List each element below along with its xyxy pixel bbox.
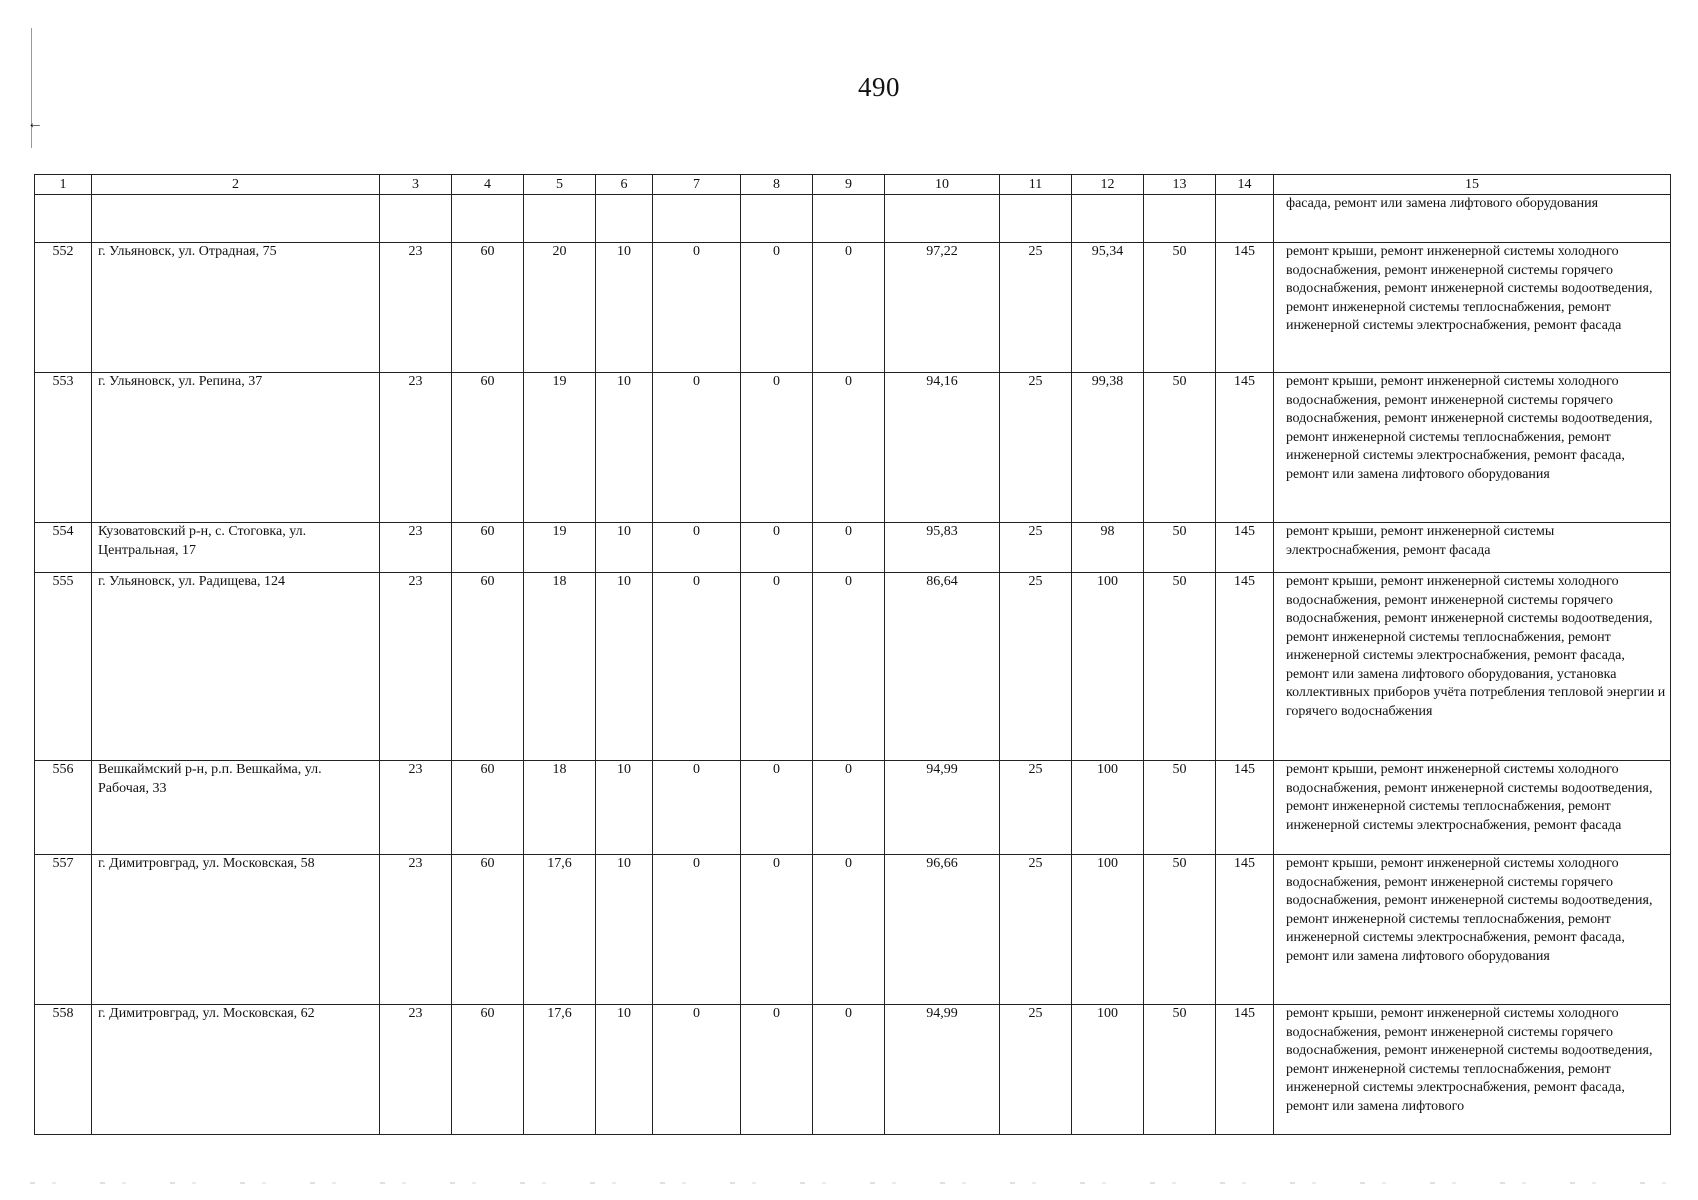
row-number-cell: 552	[35, 243, 92, 373]
row-number-cell	[35, 195, 92, 243]
value-cell: 0	[741, 1005, 813, 1135]
value-cell: 10	[596, 855, 653, 1005]
value-cell: 0	[813, 855, 885, 1005]
value-cell: 10	[596, 523, 653, 573]
value-cell: 25	[1000, 523, 1072, 573]
value-cell: 50	[1144, 573, 1216, 761]
column-header: 14	[1216, 175, 1274, 195]
value-cell	[653, 195, 741, 243]
value-cell: 10	[596, 243, 653, 373]
column-header: 6	[596, 175, 653, 195]
value-cell: 0	[741, 573, 813, 761]
value-cell: 50	[1144, 243, 1216, 373]
page-number: 490	[858, 72, 900, 102]
works-cell: ремонт крыши, ремонт инженерной системы холодного водоснабжения, ремонт инженерной системы горячего водоснабжения, ремонт инженерной системы водоотведения, ремонт инженерной системы теплоснабжения, ремонт инженерной системы электроснабжения, ремонт фасада	[1274, 243, 1671, 373]
row-number-cell: 553	[35, 373, 92, 523]
value-cell: 0	[741, 373, 813, 523]
value-cell: 0	[653, 243, 741, 373]
value-cell: 60	[452, 573, 524, 761]
value-cell: 95,34	[1072, 243, 1144, 373]
value-cell: 95,83	[885, 523, 1000, 573]
column-header: 12	[1072, 175, 1144, 195]
value-cell: 0	[813, 761, 885, 855]
value-cell: 0	[653, 523, 741, 573]
table-row	[35, 373, 1671, 523]
value-cell: 18	[524, 761, 596, 855]
value-cell: 25	[1000, 573, 1072, 761]
value-cell: 18	[524, 573, 596, 761]
value-cell: 0	[741, 855, 813, 1005]
value-cell: 100	[1072, 761, 1144, 855]
value-cell: 0	[813, 573, 885, 761]
value-cell: 100	[1072, 1005, 1144, 1135]
address-cell: Кузоватовский р-н, с. Стоговка, ул. Центральная, 17	[92, 523, 380, 573]
value-cell	[1000, 195, 1072, 243]
value-cell: 0	[653, 373, 741, 523]
value-cell	[885, 195, 1000, 243]
value-cell	[741, 195, 813, 243]
table-row	[35, 523, 1671, 573]
value-cell: 60	[452, 523, 524, 573]
value-cell: 17,6	[524, 855, 596, 1005]
address-cell: г. Димитровград, ул. Московская, 58	[92, 855, 380, 1005]
column-header: 11	[1000, 175, 1072, 195]
table-row	[35, 855, 1671, 1005]
value-cell: 0	[653, 855, 741, 1005]
address-cell: г. Ульяновск, ул. Отрадная, 75	[92, 243, 380, 373]
value-cell: 0	[653, 1005, 741, 1135]
row-number-cell: 554	[35, 523, 92, 573]
value-cell: 50	[1144, 761, 1216, 855]
works-cell: ремонт крыши, ремонт инженерной системы холодного водоснабжения, ремонт инженерной системы водоотведения, ремонт инженерной системы теплоснабжения, ремонт инженерной системы электроснабжения, ремонт фасада	[1274, 761, 1671, 855]
table-row	[35, 243, 1671, 373]
value-cell: 10	[596, 373, 653, 523]
scan-artifact-line	[30, 1182, 1670, 1184]
value-cell: 99,38	[1072, 373, 1144, 523]
value-cell: 50	[1144, 373, 1216, 523]
table-container	[34, 174, 1671, 1135]
row-number-cell: 556	[35, 761, 92, 855]
address-cell: Вешкаймский р-н, р.п. Вешкайма, ул. Рабочая, 33	[92, 761, 380, 855]
value-cell: 0	[813, 243, 885, 373]
value-cell: 23	[380, 523, 452, 573]
value-cell: 145	[1216, 523, 1274, 573]
value-cell: 60	[452, 373, 524, 523]
value-cell: 20	[524, 243, 596, 373]
value-cell: 60	[452, 761, 524, 855]
value-cell: 23	[380, 573, 452, 761]
value-cell: 0	[813, 523, 885, 573]
column-header: 3	[380, 175, 452, 195]
value-cell: 0	[653, 761, 741, 855]
value-cell: 0	[813, 1005, 885, 1135]
value-cell: 23	[380, 243, 452, 373]
value-cell	[596, 195, 653, 243]
value-cell: 17,6	[524, 1005, 596, 1135]
value-cell: 19	[524, 373, 596, 523]
value-cell: 0	[813, 373, 885, 523]
value-cell: 0	[741, 761, 813, 855]
row-number-cell: 555	[35, 573, 92, 761]
column-header: 8	[741, 175, 813, 195]
column-header: 4	[452, 175, 524, 195]
data-table	[34, 174, 1671, 1135]
value-cell: 97,22	[885, 243, 1000, 373]
address-cell: г. Ульяновск, ул. Репина, 37	[92, 373, 380, 523]
value-cell: 23	[380, 761, 452, 855]
column-header: 2	[92, 175, 380, 195]
value-cell: 23	[380, 1005, 452, 1135]
value-cell: 0	[741, 243, 813, 373]
value-cell: 145	[1216, 373, 1274, 523]
value-cell: 145	[1216, 761, 1274, 855]
column-header: 5	[524, 175, 596, 195]
value-cell: 25	[1000, 373, 1072, 523]
value-cell: 100	[1072, 855, 1144, 1005]
value-cell: 86,64	[885, 573, 1000, 761]
value-cell: 25	[1000, 761, 1072, 855]
table-row	[35, 573, 1671, 761]
margin-mark: ←	[27, 115, 43, 132]
value-cell: 145	[1216, 573, 1274, 761]
value-cell: 60	[452, 243, 524, 373]
value-cell: 25	[1000, 855, 1072, 1005]
column-header: 7	[653, 175, 741, 195]
table-row	[35, 195, 1671, 243]
table-row	[35, 1005, 1671, 1135]
value-cell: 25	[1000, 243, 1072, 373]
works-cell: фасада, ремонт или замена лифтового оборудования	[1274, 195, 1671, 243]
value-cell: 60	[452, 855, 524, 1005]
value-cell: 145	[1216, 855, 1274, 1005]
value-cell	[524, 195, 596, 243]
column-header: 9	[813, 175, 885, 195]
value-cell	[813, 195, 885, 243]
address-cell: г. Ульяновск, ул. Радищева, 124	[92, 573, 380, 761]
value-cell: 94,99	[885, 1005, 1000, 1135]
value-cell: 145	[1216, 243, 1274, 373]
value-cell	[380, 195, 452, 243]
value-cell: 50	[1144, 523, 1216, 573]
value-cell	[452, 195, 524, 243]
value-cell: 19	[524, 523, 596, 573]
value-cell: 100	[1072, 573, 1144, 761]
value-cell: 0	[653, 573, 741, 761]
row-number-cell: 558	[35, 1005, 92, 1135]
works-cell: ремонт крыши, ремонт инженерной системы электроснабжения, ремонт фасада	[1274, 523, 1671, 573]
value-cell: 60	[452, 1005, 524, 1135]
value-cell: 23	[380, 855, 452, 1005]
value-cell: 50	[1144, 1005, 1216, 1135]
value-cell: 23	[380, 373, 452, 523]
address-cell: г. Димитровград, ул. Московская, 62	[92, 1005, 380, 1135]
value-cell: 94,99	[885, 761, 1000, 855]
value-cell	[1216, 195, 1274, 243]
value-cell: 0	[741, 523, 813, 573]
works-cell: ремонт крыши, ремонт инженерной системы холодного водоснабжения, ремонт инженерной системы горячего водоснабжения, ремонт инженерной системы водоотведения, ремонт инженерной системы теплоснабжения, ремонт инженерной системы электроснабжения, ремонт фасада, ремонт или замена лифтового	[1274, 1005, 1671, 1135]
works-cell: ремонт крыши, ремонт инженерной системы холодного водоснабжения, ремонт инженерной системы горячего водоснабжения, ремонт инженерной системы водоотведения, ремонт инженерной системы теплоснабжения, ремонт инженерной системы электроснабжения, ремонт фасада, ремонт или замена лифтового оборудования	[1274, 373, 1671, 523]
value-cell	[1144, 195, 1216, 243]
value-cell: 96,66	[885, 855, 1000, 1005]
value-cell: 98	[1072, 523, 1144, 573]
value-cell	[1072, 195, 1144, 243]
header-row	[35, 175, 1671, 195]
column-header: 15	[1274, 175, 1671, 195]
works-cell: ремонт крыши, ремонт инженерной системы холодного водоснабжения, ремонт инженерной системы горячего водоснабжения, ремонт инженерной системы водоотведения, ремонт инженерной системы теплоснабжения, ремонт инженерной системы электроснабжения, ремонт фасада, ремонт или замена лифтового оборудования	[1274, 855, 1671, 1005]
value-cell: 10	[596, 761, 653, 855]
value-cell: 145	[1216, 1005, 1274, 1135]
works-cell: ремонт крыши, ремонт инженерной системы холодного водоснабжения, ремонт инженерной системы горячего водоснабжения, ремонт инженерной системы водоотведения, ремонт инженерной системы теплоснабжения, ремонт инженерной системы электроснабжения, ремонт фасада, ремонт или замена лифтового оборудования, установка коллективных приборов учёта потребления тепловой энергии и горячего водоснабжения	[1274, 573, 1671, 761]
column-header: 10	[885, 175, 1000, 195]
value-cell: 94,16	[885, 373, 1000, 523]
value-cell: 10	[596, 1005, 653, 1135]
table-row	[35, 761, 1671, 855]
value-cell: 10	[596, 573, 653, 761]
row-number-cell: 557	[35, 855, 92, 1005]
column-header: 13	[1144, 175, 1216, 195]
address-cell	[92, 195, 380, 243]
column-header: 1	[35, 175, 92, 195]
value-cell: 25	[1000, 1005, 1072, 1135]
value-cell: 50	[1144, 855, 1216, 1005]
